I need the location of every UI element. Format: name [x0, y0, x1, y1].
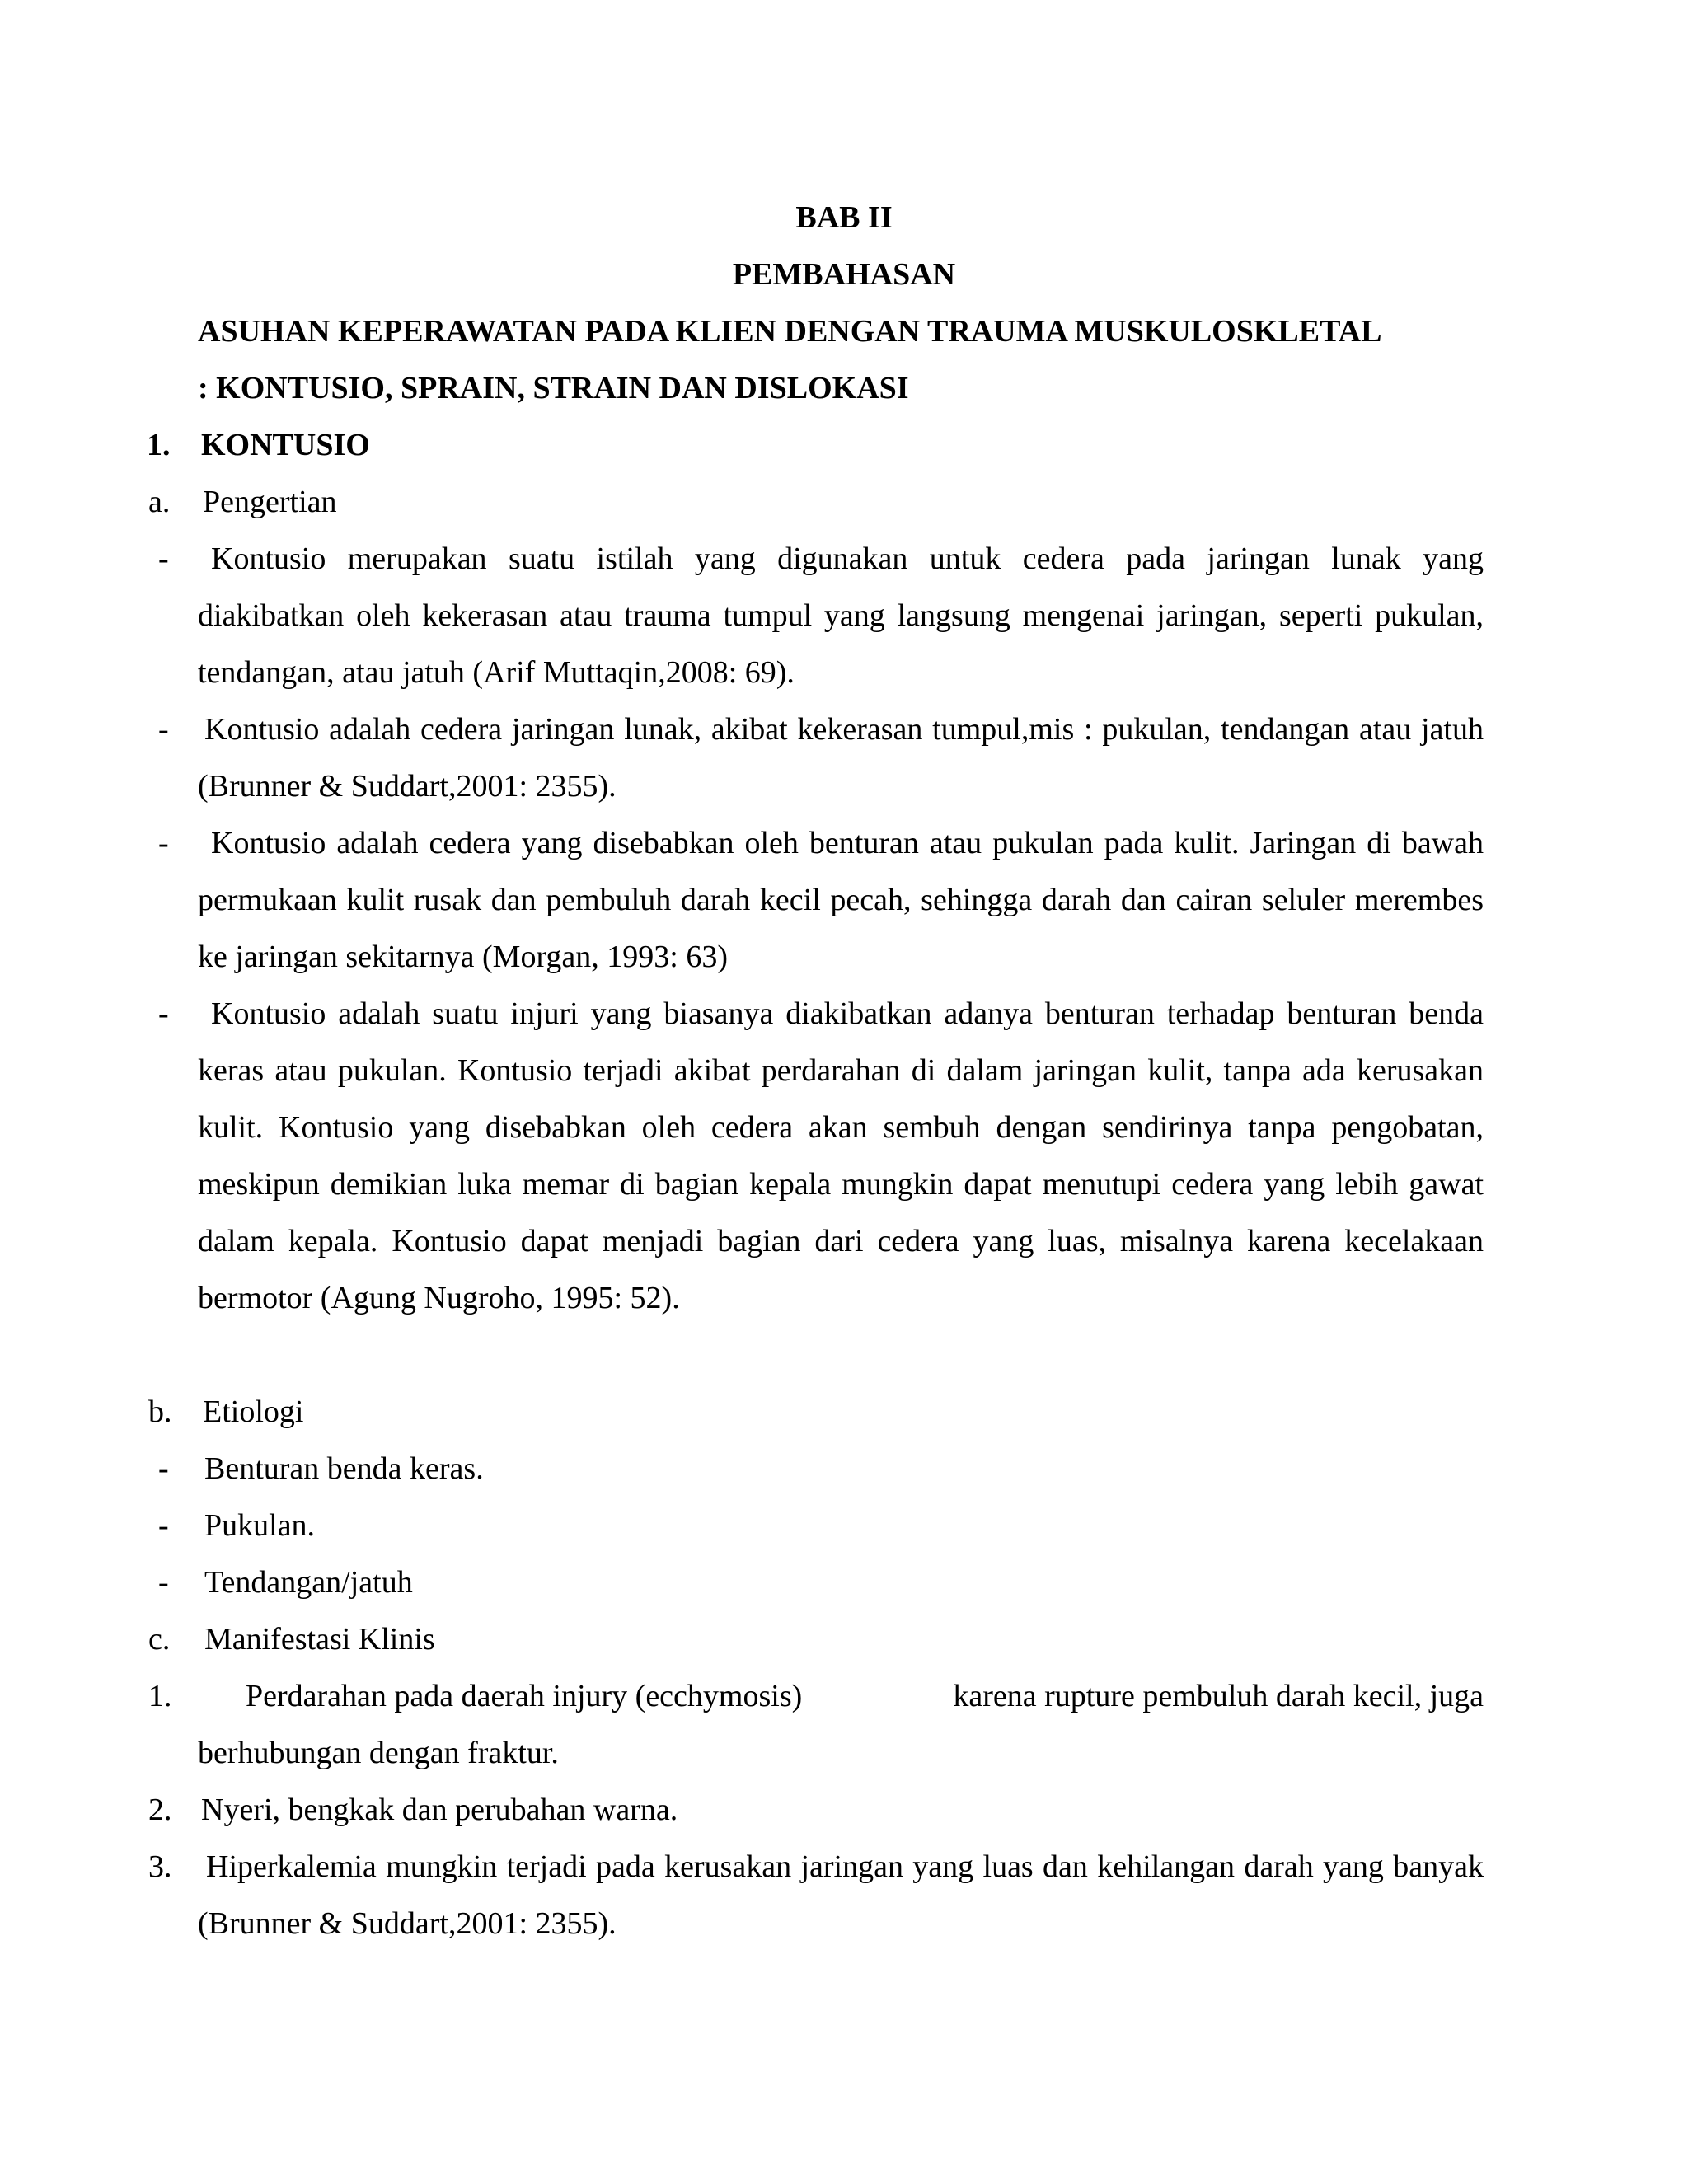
subsection-marker-b: b.: [148, 1394, 172, 1429]
document-title-line1: ASUHAN KEPERAWATAN PADA KLIEN DENGAN TRAUMA MUSKULOSKLETAL: [198, 314, 1382, 349]
manifestasi-item-1-part-c: berhubungan dengan fraktur.: [198, 1736, 559, 1770]
list-number: 3.: [148, 1849, 172, 1884]
definition-paragraph-3: Kontusio adalah cedera yang disebabkan oleh benturan atau pukulan pada kulit. Jaringan di bawah permukaan kulit rusak dan pembuluh darah kecil pecah, sehingga darah dan cairan seluler merembes ke jaringan sekitarnya (Morgan, 1993: 63): [198, 826, 1484, 974]
bullet-dash: -: [158, 826, 169, 860]
bullet-dash: -: [158, 996, 169, 1031]
manifestasi-item-2: Nyeri, bengkak dan perubahan warna.: [201, 1793, 678, 1827]
etiologi-item: Benturan benda keras.: [204, 1451, 484, 1486]
section-title: KONTUSIO: [201, 428, 370, 462]
manifestasi-item-3: Hiperkalemia mungkin terjadi pada kerusakan jaringan yang luas dan kehilangan darah yang banyak (Brunner & Suddart,2001: 2355).: [198, 1849, 1484, 1941]
list-number: 1.: [148, 1679, 172, 1713]
bullet-dash: -: [158, 1508, 169, 1543]
section-heading: PEMBAHASAN: [732, 257, 956, 292]
definition-paragraph-1: Kontusio merupakan suatu istilah yang digunakan untuk cedera pada jaringan lunak yang diakibatkan oleh kekerasan atau trauma tumpul yang langsung mengenai jaringan, seperti pukulan, tendangan, atau jatuh (Arif Muttaqin,2008: 69).: [198, 541, 1484, 690]
etiologi-item: Pukulan.: [204, 1508, 316, 1543]
definition-paragraph-2: Kontusio adalah cedera jaringan lunak, akibat kekerasan tumpul,mis : pukulan, tendangan atau jatuh (Brunner & Suddart,2001: 2355).: [198, 712, 1484, 804]
subsection-title-pengertian: Pengertian: [203, 485, 337, 519]
definition-paragraph-4: Kontusio adalah suatu injuri yang biasanya diakibatkan adanya benturan terhadap benturan benda keras atau pukulan. Kontusio terjadi akibat perdarahan di dalam jaringan kulit, tanpa ada kerusakan kulit. Kontusio yang disebabkan oleh cedera akan sembuh dengan sendirinya tanpa pengobatan, meskipun demikian luka memar di bagian kepala mungkin dapat menutupi cedera yang lebih gawat dalam kepala. Kontusio dapat menjadi bagian dari cedera yang luas, misalnya karena kecelakaan bermotor (Agung Nugroho, 1995: 52).: [198, 996, 1484, 1315]
bullet-dash: -: [158, 1451, 169, 1486]
subsection-marker-c: c.: [148, 1622, 171, 1657]
manifestasi-item-1-part-a: Perdarahan pada daerah injury (ecchymosis): [246, 1679, 803, 1713]
bullet-dash: -: [158, 712, 169, 747]
subsection-title-manifestasi: Manifestasi Klinis: [204, 1622, 435, 1657]
bullet-dash: -: [158, 541, 169, 576]
document-title-line2: : KONTUSIO, SPRAIN, STRAIN DAN DISLOKASI: [198, 371, 909, 405]
subsection-title-etiologi: Etiologi: [203, 1394, 304, 1429]
bullet-dash: -: [158, 1565, 169, 1600]
chapter-heading: BAB II: [795, 200, 893, 235]
etiologi-item: Tendangan/jatuh: [204, 1565, 413, 1600]
subsection-marker-a: a.: [148, 485, 171, 519]
section-number: 1.: [147, 428, 171, 462]
list-number: 2.: [148, 1793, 172, 1827]
manifestasi-item-1-part-b: karena rupture pembuluh darah kecil, juga: [953, 1679, 1484, 1713]
